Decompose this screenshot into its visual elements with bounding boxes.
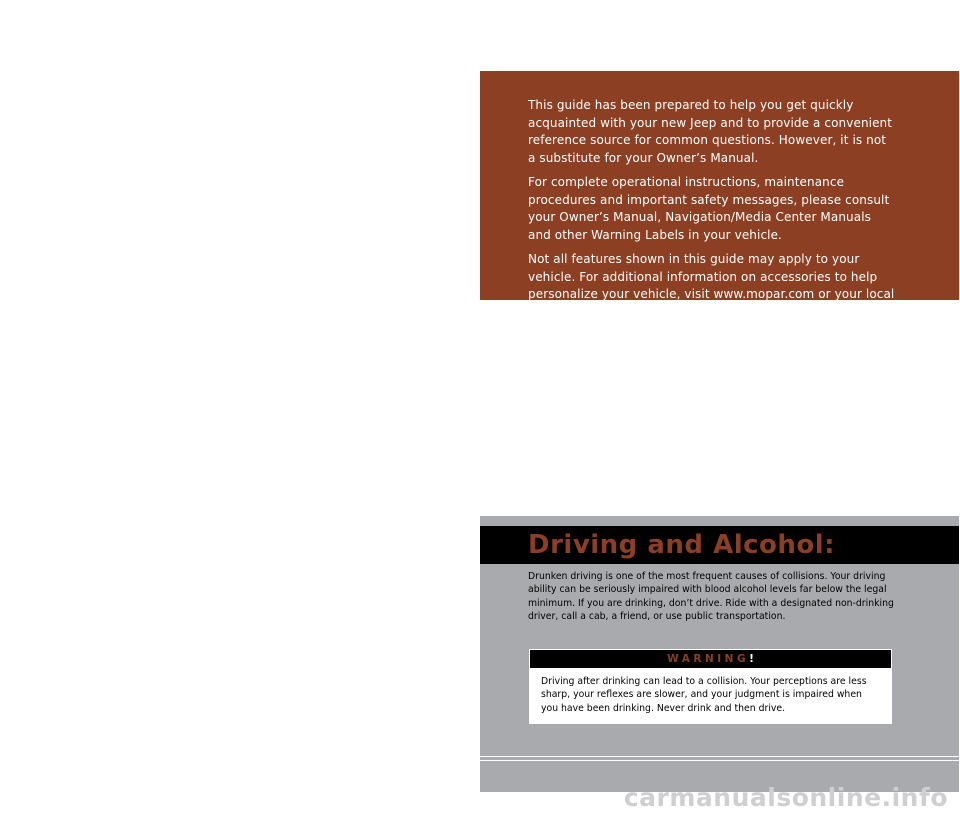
warning-box	[529, 649, 892, 724]
intro-panel	[480, 71, 959, 319]
warning-exclamation-icon: !	[749, 653, 754, 665]
warning-text: Driving after drinking can lead to a collision. Your perceptions are less sharp, your reflexes are slower, and your judgment is impaired when you have been drinking. Never drink and then drive.	[541, 676, 867, 714]
bottom-divider	[480, 756, 959, 761]
alcohol-body-text: Drunken driving is one of the most frequent causes of collisions. Your driving ability can be seriously impaired with blood alcohol levels far below the legal minimum. If you are drinking, don’t drive. Ride with a designated non-drinking driver, call a cab, a friend, or use public transportation.	[528, 571, 894, 622]
watermark-logo: carmanualsonline.info	[623, 783, 948, 812]
intro-paragraph-3: Not all features shown in this guide may apply to your vehicle. For additional information on accessories to help personalize your vehicle, visit www.mopar.com or your local Jeep dealer.	[528, 252, 895, 319]
warning-header	[530, 650, 891, 668]
intro-paragraph-2: For complete operational instructions, maintenance procedures and important safety messages, please consult your Owner’s Manual, Navigation/Media Center Manuals and other Warning Labels in your vehicle.	[528, 175, 890, 242]
driving-alcohol-panel	[480, 516, 959, 792]
intro-paragraph-1: This guide has been prepared to help you get quickly acquainted with your new Jeep and to provide a convenient reference source for common questions. However, it is not a substitute for your Owner’s Manual.	[528, 98, 893, 165]
warning-label: WARNING	[667, 653, 750, 665]
title-band	[480, 526, 959, 564]
section-title: Driving and Alcohol:	[528, 530, 836, 560]
